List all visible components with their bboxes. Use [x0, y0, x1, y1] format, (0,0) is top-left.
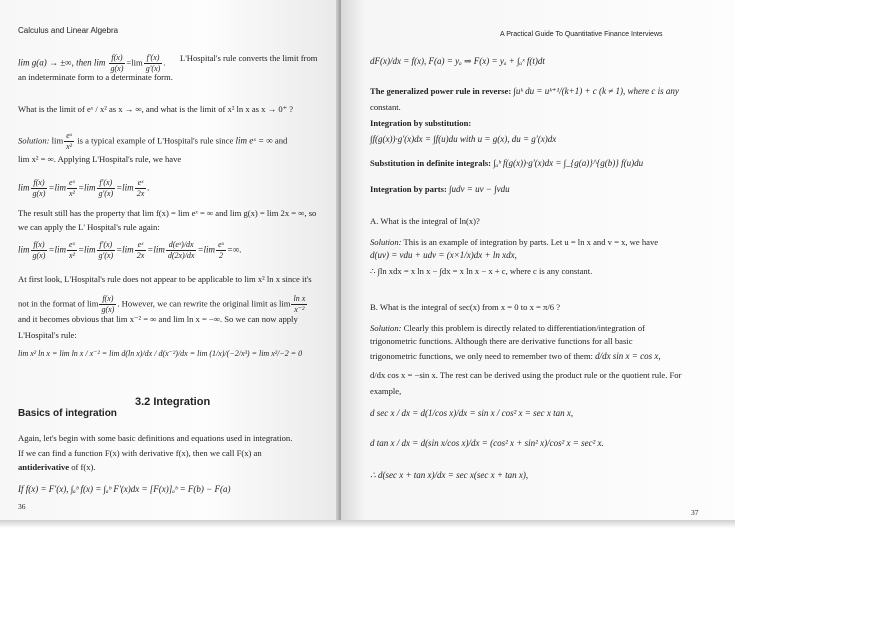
basics-line-1: Again, let's begin with some basic definitions and equations used in integration. [18, 433, 293, 443]
solution-b-line-4: d/dx cos x = −sin x. The rest can be derived using the product rule or the quotient rule. For [370, 370, 682, 380]
definite-substitution-line: Substitution in definite integrals: ∫ₐᵇ f(g(x))·g'(x)dx = ∫_{g(a)}^{g(b)} f(u)du [370, 158, 644, 168]
power-rule-end: constant. [370, 102, 401, 112]
example-eq-3: ∴ d(sec x + tan x)/dx = sec x(sec x + tan x), [370, 470, 529, 480]
basics-line-4: If f(x) = F'(x), ∫ₐᵇ f(x) = ∫ₐᵇ F'(x)dx = [F(x)]ₐᵇ = F(b) − F(a) [18, 484, 231, 494]
solution-b-line-3: trigonometric functions, we only need to remember two of them: d/dx sin x = cos x, [370, 351, 661, 361]
section-title: 3.2 Integration [135, 396, 211, 408]
substitution-eq: ∫f(g(x))·g'(x)dx = ∫f(u)du with u = g(x), du = g'(x)dx [370, 134, 557, 144]
example-eq-2: d tan x / dx = d(sin x/cos x)/dx = (cos² x + sin² x)/cos² x = sec² x. [370, 438, 604, 448]
power-rule-line: The generalized power rule in reverse: ∫uᵏ du = uᵏ⁺¹/(k+1) + c (k ≠ 1), where c is any [370, 86, 679, 96]
solution-a-line-2: d(uv) = vdu + udv = (x×1/x)dx + ln xdx, [370, 250, 517, 260]
example-eq-1: d sec x / dx = d(1/cos x)/dx = sin x / cos² x = sec x tan x, [370, 408, 574, 418]
solution-line-1: Solution: lim $\frac{\text{eˣ}}{\text{x²}}$ is a typical example of L'Hospital's rule since lim eˣ = ∞ and [18, 131, 288, 151]
still-line-2: we can apply the L' Hospital's rule again: [18, 222, 160, 232]
substitution-title: Integration by substitution: [370, 118, 472, 128]
antiderivative-eq: dF(x)/dx = f(x), F(a) = yₐ ⇒ F(x) = yₐ + ∫ₐˣ f(t)dt [370, 56, 545, 66]
atfirst-line-4: L'Hospital's rule: [18, 330, 77, 340]
question-b: B. What is the integral of sec(x) from x = 0 to x = π/6 ? [370, 302, 561, 312]
atfirst-line-2: not in the format of lim $\frac{f(x)}{g(x)}$ . However, we can rewrite the original limit as lim $\frac{\text{ln x}}{\text{x⁻²}}$ [18, 294, 306, 314]
right-running-head: A Practical Guide To Quantitative Finance Interviews [500, 31, 663, 38]
atfirst-line-1: At first look, L'Hospital's rule does not appear to be applicable to lim x² ln x since it's [18, 274, 312, 284]
lhospital-eq-2: lim $\frac{f(x)}{g(x)}$ =lim $\frac{\text{eˣ}}{\text{x²}}$ =lim $\frac{f'(x)}{g'(x)}$ =lim $\frac{\text{eˣ}}{2x}$ =lim $\frac{\text{d(eˣ)/dx}}{d(2x)/dx}$ =lim $\frac{\text{eˣ}}{2}$ =∞. [18, 240, 242, 260]
solution-b-line-1: Solution: Clearly this problem is directly related to differentiation/integration of [370, 323, 646, 333]
basics-line-2: If we can find a function F(x) with derivative f(x), then we call F(x) an [18, 448, 262, 458]
solution-b-line-2: trigonometric functions. Although there are derivative functions for all basic [370, 336, 633, 346]
l1-text: L'Hospital's rule converts the limit from [180, 53, 318, 63]
atfirst-line-3: and it becomes obvious that lim x⁻² = ∞ and lim ln x = −∞. So we can now apply [18, 314, 298, 324]
parts-line: Integration by parts: ∫udv = uv − ∫vdu [370, 184, 510, 194]
question-limit: What is the limit of eˣ / x² as x → ∞, and what is the limit of x² ln x as x → 0⁺ ? [18, 104, 294, 114]
basics-title: Basics of integration [18, 408, 117, 419]
left-page-number: 36 [18, 502, 26, 511]
page-bottom-shadow [0, 520, 735, 528]
right-page [341, 0, 735, 520]
left-page [0, 0, 341, 520]
right-page-number: 37 [691, 508, 699, 517]
l1-math: lim g(a) → ±∞, then lim $\frac{f(x)}{g(x)}$ =lim $\frac{f'(x)}{g'(x)}$ . [18, 53, 166, 73]
solution-a-line-1: Solution: This is an example of integration by parts. Let u = ln x and v = x, we have [370, 237, 659, 247]
l2-text: an indeterminate form to a determinate form. [18, 72, 173, 82]
solution-b-line-5: example, [370, 386, 402, 396]
blank-margin [735, 0, 880, 621]
lhospital-eq-1: lim $\frac{f(x)}{g(x)}$ =lim $\frac{\text{eˣ}}{\text{x²}}$ =lim $\frac{f'(x)}{g'(x)}$ =lim $\frac{\text{eˣ}}{2x}$ . [18, 178, 150, 198]
left-running-head: Calculus and Linear Algebra [18, 26, 119, 35]
still-line-1: The result still has the property that lim f(x) = lim eˣ = ∞ and lim g(x) = lim 2x = ∞, so [18, 208, 317, 218]
question-a: A. What is the integral of ln(x)? [370, 216, 480, 226]
final-limit-eq: lim x² ln x = lim ln x / x⁻² = lim d(ln x)/dx / d(x⁻²)/dx = lim (1/x)/(−2/x³) = lim x²/−2 = 0 [18, 349, 303, 358]
basics-line-3: antiderivative of f(x). [18, 462, 96, 472]
solution-line-2: lim x² = ∞. Applying L'Hospital's rule, we have [18, 154, 182, 164]
solution-a-line-3: ∴ ∫ln xdx = x ln x − ∫dx = x ln x − x + c, where c is any constant. [370, 266, 593, 276]
